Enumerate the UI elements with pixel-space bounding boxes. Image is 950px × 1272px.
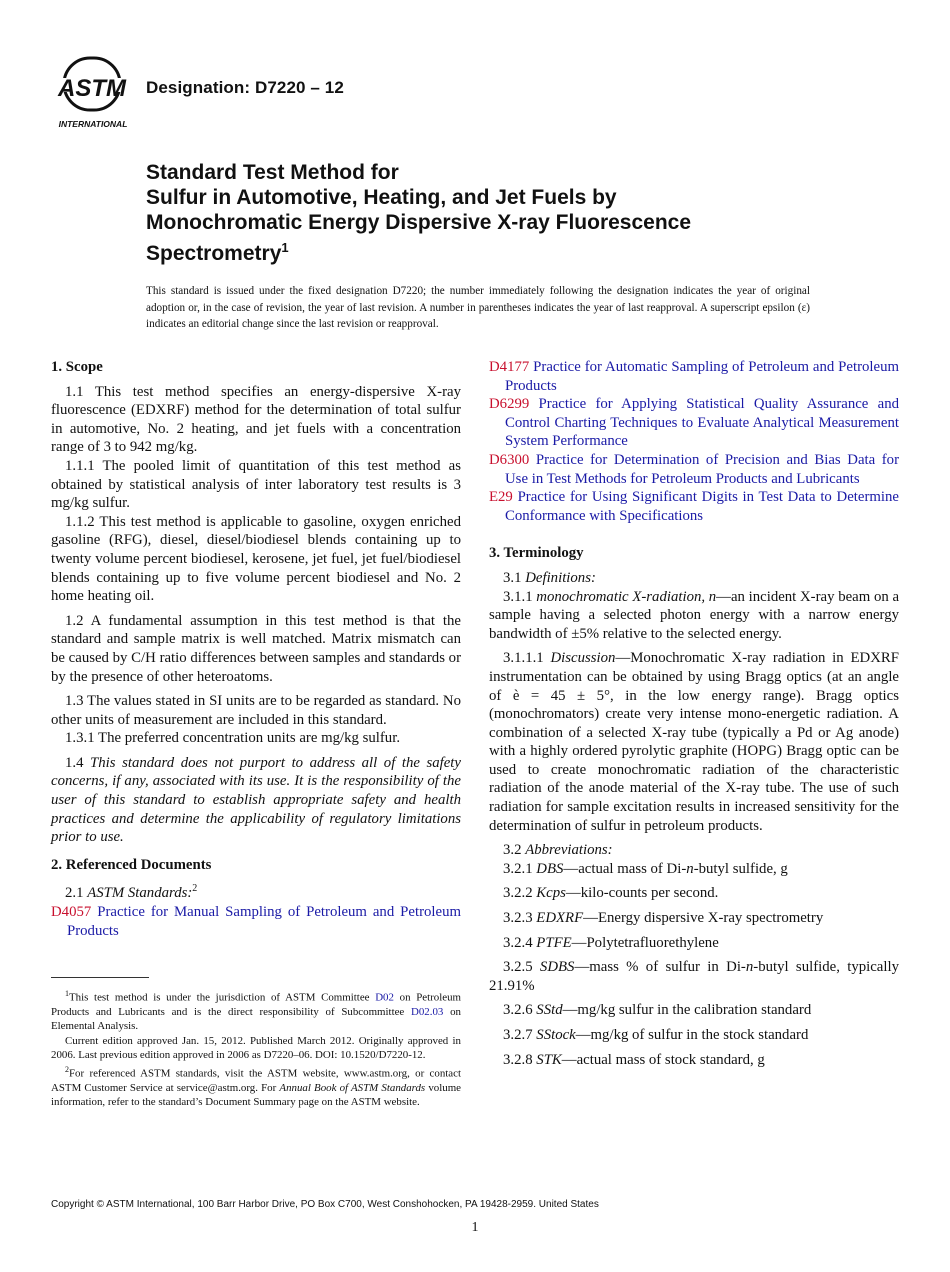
astm-logo-graphic — [50, 52, 136, 132]
reference-d6300[interactable] — [489, 451, 899, 488]
paragraph-3-2-8 — [489, 1051, 899, 1070]
paragraph-3-2-3-number: 3.2.3 — [503, 910, 533, 927]
title-line-4-text: Spectrometry — [146, 242, 282, 265]
section-heading-scope: 1. Scope — [51, 359, 103, 375]
footnote-1-mark: 1 — [65, 989, 69, 998]
footnote-1-text-a: This test method is under the jurisdiction of ASTM Committee — [69, 991, 376, 1004]
paragraph-3-2-2-text: —kilo-counts per second. — [565, 885, 719, 902]
paragraph-1-3-1: 1.3.1 The preferred concentration units are mg/kg sulfur. — [65, 730, 401, 747]
paragraph-3-1-1-1-term: Discussion — [550, 650, 616, 667]
paragraph-1-1-2: 1.1.2 This test method is applicable to gasoline, oxygen enriched gasoline (RFG), diesel, diesel/biodiesel blends containing up to twenty volume percent biodiesel, kerosene, jet fuel, jet fuel/biodiesel blends containing up to five volume percent biodiesel and No. 2 home heating oil. — [51, 513, 461, 605]
left-column — [51, 358, 461, 940]
paragraph-2-1 — [51, 880, 461, 903]
designation-label: Designation: — [146, 78, 251, 97]
title-footnote-mark: 1 — [281, 240, 289, 255]
copyright-notice: Copyright © ASTM International, 100 Barr Harbor Drive, PO Box C700, West Conshohocken, PA 19428-2959. United States — [51, 1199, 599, 1210]
paragraph-3-2-3-text: —Energy dispersive X-ray spectrometry — [583, 910, 824, 927]
footnote-1-text-b: on Petroleum Products and Lubricants and is the direct responsibility of Subcommittee — [51, 991, 461, 1019]
title-line-3: Monochromatic Energy Dispersive X-ray Fluorescence — [146, 211, 692, 234]
paragraph-3-2-7-term: SStock — [536, 1027, 576, 1043]
paragraph-3-2-6-text: —mg/kg sulfur in the calibration standard — [562, 1002, 812, 1019]
footnote-divider — [51, 977, 149, 978]
paragraph-3-2-1-n: n — [686, 860, 694, 877]
paragraph-3-2-4-text: —Polytetrafluorethylene — [571, 934, 719, 951]
reference-d4177[interactable] — [489, 358, 899, 395]
paragraph-3-2-2-number: 3.2.2 — [503, 885, 533, 902]
paragraph-3-2-1-text-a: —actual mass of Di- — [563, 860, 687, 877]
footnote-2-mark: 2 — [65, 1064, 69, 1074]
paragraph-3-2-4 — [489, 934, 899, 953]
logo-text: ASTM — [58, 75, 126, 102]
paragraph-3-1-1 — [489, 588, 899, 644]
committee-d02-link[interactable]: D02 — [375, 991, 394, 1004]
paragraph-3-1-text: Definitions: — [525, 569, 596, 586]
subcommittee-d02-03-link[interactable]: D02.03 — [411, 1006, 444, 1019]
paragraph-3-2-6-number: 3.2.6 — [503, 1002, 533, 1019]
paragraph-3-2-2-term: Kcps — [536, 885, 566, 902]
paragraph-3-2 — [489, 841, 899, 860]
paragraph-3-2-5-text-b: -butyl sulfide, typically 21.91% — [489, 959, 899, 994]
title-line-4 — [146, 235, 866, 266]
footnote-2-text-b: volume information, refer to the standard’s Document Summary page on the ASTM website. — [51, 1081, 461, 1109]
paragraph-2-1-footnote-mark: 2 — [192, 883, 198, 895]
footnote-1 — [51, 987, 461, 1034]
paragraph-3-2-5-n: n — [745, 959, 754, 976]
paragraph-3-2-8-text: —actual mass of stock standard, g — [561, 1051, 765, 1068]
reference-code[interactable]: D6299 — [489, 396, 530, 413]
reference-title[interactable]: Practice for Applying Statistical Quality Assurance and Control Charting Techniques to Evaluate Analytical Measurement System Performance — [505, 396, 899, 450]
page-number: 1 — [471, 1220, 479, 1235]
paragraph-3-2-number: 3.2 — [503, 842, 522, 859]
reference-d6299[interactable] — [489, 395, 899, 451]
paragraph-3-1-1-1-text: —Monochromatic X-ray radiation in EDXRF instrumentation can be obtained by using Bragg optics (at an angle of è = 45 ± 5°, in the low energy range). Bragg optics (monochromators) create very intense mono-energetic radiation. A combination of a selected X-ray tube (typically a Pd or Ag anode) with a highly ordered pyrolytic graphite (HOPG) Bragg optic can be used to create monochromatic radiation of the characteristic radiation of the anode material of the X-ray tube. The use of such radiation for sample excitation results in increased sensitivity for the determination of sulfur in petroleum products. — [489, 650, 899, 834]
paragraph-1-2: 1.2 A fundamental assumption in this test method is that the standard and sample matrix is well matched. Matrix mismatch can be caused by C/H ratio differences between samples and standards or by the presence of other heteroatoms. — [51, 612, 461, 685]
reference-title[interactable]: Practice for Using Significant Digits in Test Data to Determine Conformance with Specifications — [505, 489, 900, 524]
title-line-2: Sulfur in Automotive, Heating, and Jet Fuels by — [146, 186, 617, 209]
designation — [146, 78, 344, 98]
paragraph-3-2-1-text-b: -butyl sulfide, g — [693, 860, 788, 877]
footnotes — [51, 987, 461, 1110]
document-title — [146, 160, 866, 266]
paragraph-3-2-1-term: DBS — [536, 860, 564, 877]
paragraph-3-1 — [489, 569, 899, 588]
reference-title[interactable]: Practice for Manual Sampling of Petroleum and Petroleum Products — [67, 903, 461, 939]
paragraph-3-2-4-term: PTFE — [536, 934, 572, 951]
paragraph-3-2-1 — [489, 860, 899, 879]
paragraph-3-1-1-1 — [489, 649, 899, 835]
footnote-2 — [51, 1063, 461, 1110]
footnote-2-italic: Annual Book of ASTM Standards — [279, 1081, 426, 1094]
reference-code[interactable]: D4177 — [489, 359, 530, 375]
paragraph-3-2-8-term: STK — [536, 1051, 562, 1068]
paragraph-1-3: 1.3 The values stated in SI units are to be regarded as standard. No other units of measurement are included in this standard. — [51, 693, 461, 728]
reference-code[interactable]: E29 — [489, 489, 513, 506]
paragraph-1-4-number: 1.4 — [65, 754, 84, 771]
paragraph-3-2-7 — [489, 1026, 899, 1045]
paragraph-3-2-1-number: 3.2.1 — [503, 860, 533, 877]
paragraph-3-2-3 — [489, 909, 899, 928]
title-line-1: Standard Test Method for — [146, 161, 399, 184]
paragraph-3-2-5-text-a: —mass % of sulfur in Di- — [574, 959, 746, 976]
paragraph-3-2-3-term: EDXRF — [536, 910, 584, 927]
paragraph-3-2-6-term: SStd — [536, 1002, 563, 1019]
section-heading-referenced-documents: 2. Referenced Documents — [51, 856, 212, 873]
paragraph-3-1-1-number: 3.1.1 — [503, 588, 533, 605]
footnote-1-edition: Current edition approved Jan. 15, 2012. Published March 2012. Originally approved in 2006. Last previous edition approved in 2006 as D7220–06. DOI: 10.1520/D7220-12. — [51, 1034, 461, 1062]
paragraph-3-2-6 — [489, 1001, 899, 1020]
reference-code[interactable]: D6300 — [489, 451, 530, 468]
paragraph-3-1-1-term: monochromatic X-radiation, n — [536, 588, 717, 605]
paragraph-3-2-4-number: 3.2.4 — [503, 934, 533, 951]
paragraph-1-4 — [51, 754, 461, 847]
reference-title[interactable]: Practice for Automatic Sampling of Petroleum and Petroleum Products — [505, 359, 899, 394]
reference-e29[interactable] — [489, 488, 899, 525]
reference-code[interactable]: D4057 — [51, 903, 92, 920]
paragraph-3-2-7-number: 3.2.7 — [503, 1027, 533, 1043]
paragraph-3-2-text: Abbreviations: — [525, 842, 613, 859]
footnote-2-text-a: For referenced ASTM standards, visit the ASTM website, www.astm.org, or contact ASTM Customer Service at service@astm.org. For — [51, 1067, 461, 1094]
intro-paragraph: This standard is issued under the fixed designation D7220; the number immediately following the designation indicates the year of original adoption or, in the case of revision, the year of last revision. A number in parentheses indicates the year of last reapproval. A superscript epsilon (ε) indicates an editorial change since the last revision or reapproval. — [146, 285, 810, 330]
paragraph-1-1: 1.1 This test method specifies an energy-dispersive X-ray fluorescence (EDXRF) method for the determination of total sulfur in automotive, No. 2 heating, and jet fuels with a concentration range of 3 to 942 mg/kg. — [51, 383, 461, 456]
paragraph-2-1-number: 2.1 — [65, 885, 84, 902]
logo-subtext: INTERNATIONAL — [58, 119, 128, 129]
paragraph-3-1-number: 3.1 — [503, 569, 522, 586]
paragraph-2-1-text: ASTM Standards: — [87, 885, 193, 902]
paragraph-3-2-7-text: —mg/kg of sulfur in the stock standard — [575, 1027, 809, 1043]
paragraph-3-1-1-1-number: 3.1.1.1 — [503, 650, 544, 667]
paragraph-3-1-1-text: —an incident X-ray beam on a sample having a selected photon energy with a narrow energy bandwidth of ±5% relative to the selected energy. — [489, 588, 900, 642]
footnote-1-text-c: on Elemental Analysis. — [51, 1006, 461, 1033]
paragraph-3-2-5 — [489, 958, 899, 995]
paragraph-3-2-2 — [489, 884, 899, 903]
reference-title[interactable]: Practice for Determination of Precision and Bias Data for Use in Test Methods for Petroleum Products and Lubricants — [505, 451, 900, 487]
paragraph-1-1-1: 1.1.1 The pooled limit of quantitation of this test method as obtained by statistical analysis of inter laboratory test results is 3 mg/kg sulfur. — [51, 457, 461, 512]
right-column — [489, 358, 899, 1069]
paragraph-1-4-text: This standard does not purport to address all of the safety concerns, if any, associated with its use. It is the responsibility of the user of this standard to establish appropriate safety and health practices and determine the applicability of regulatory limitations prior to use. — [51, 754, 461, 846]
paragraph-3-2-8-number: 3.2.8 — [503, 1051, 533, 1068]
astm-logo — [50, 52, 136, 132]
reference-d4057[interactable] — [51, 903, 461, 940]
paragraph-3-2-5-term: SDBS — [539, 959, 575, 976]
designation-code: D7220 – 12 — [254, 78, 344, 97]
section-heading-terminology: 3. Terminology — [489, 545, 584, 562]
paragraph-3-2-5-number: 3.2.5 — [503, 959, 533, 976]
